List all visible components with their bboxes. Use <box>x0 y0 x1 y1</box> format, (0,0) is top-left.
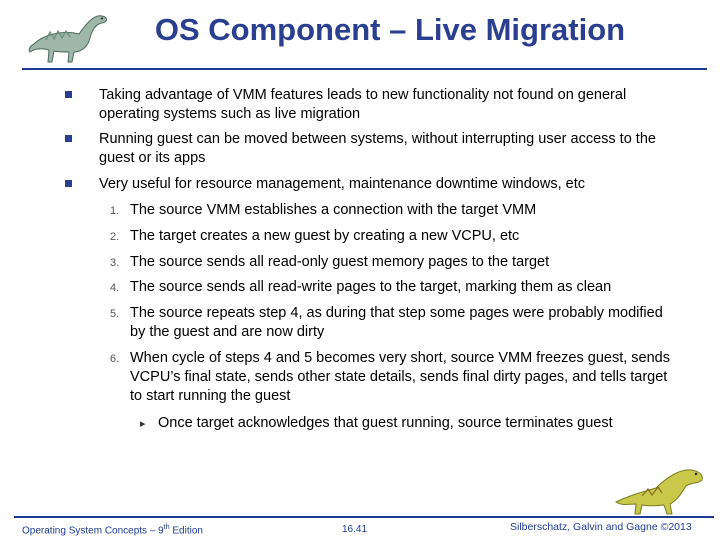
bullet-text: Very useful for resource management, maintenance downtime windows, etc <box>99 176 585 192</box>
step-text: The source repeats step 4, as during that step some pages were probably modified by the guest and are now dirty <box>130 305 663 340</box>
step-number: 4. <box>110 282 120 294</box>
bullet-text: Running guest can be moved between systems, without interrupting user access to the guest or its apps <box>99 131 656 166</box>
step-text: The source sends all read-write pages to the target, marking them as clean <box>130 279 612 295</box>
sub-bullet-text: Once target acknowledges that guest running, source terminates guest <box>158 415 613 431</box>
dinosaur-icon <box>612 462 712 518</box>
square-bullet-icon <box>65 180 72 187</box>
step-text: The target creates a new guest by creating a new VCPU, etc <box>130 228 520 244</box>
footer-book-title: Operating System Concepts – 9th Edition <box>22 524 203 537</box>
step-number: 2. <box>110 231 120 243</box>
step-number: 1. <box>110 205 120 217</box>
step-number: 6. <box>110 353 120 365</box>
footer-divider <box>14 516 714 518</box>
step-text: The source VMM establishes a connection with the target VMM <box>130 202 537 218</box>
footer-page-number: 16.41 <box>342 524 368 535</box>
title-divider <box>22 68 707 70</box>
page-title: OS Component – Live Migration <box>154 12 626 47</box>
step-text: The source sends all read-only guest memory pages to the target <box>130 254 550 270</box>
square-bullet-icon <box>65 91 72 98</box>
square-bullet-icon <box>65 135 72 142</box>
dinosaur-icon <box>24 6 114 66</box>
bullet-text: Taking advantage of VMM features leads to new functionality not found on general operating systems such as live migration <box>99 87 627 122</box>
step-number: 5. <box>110 308 120 320</box>
footer-copyright: Silberschatz, Galvin and Gagne ©2013 <box>510 521 692 533</box>
triangle-bullet-icon: ▸ <box>140 418 146 430</box>
step-number: 3. <box>110 257 120 269</box>
step-text: When cycle of steps 4 and 5 becomes very short, source VMM freezes guest, sends VCPU’s final state, sends other state details, sends final dirty pages, and tells target to start running the guest <box>130 350 670 404</box>
